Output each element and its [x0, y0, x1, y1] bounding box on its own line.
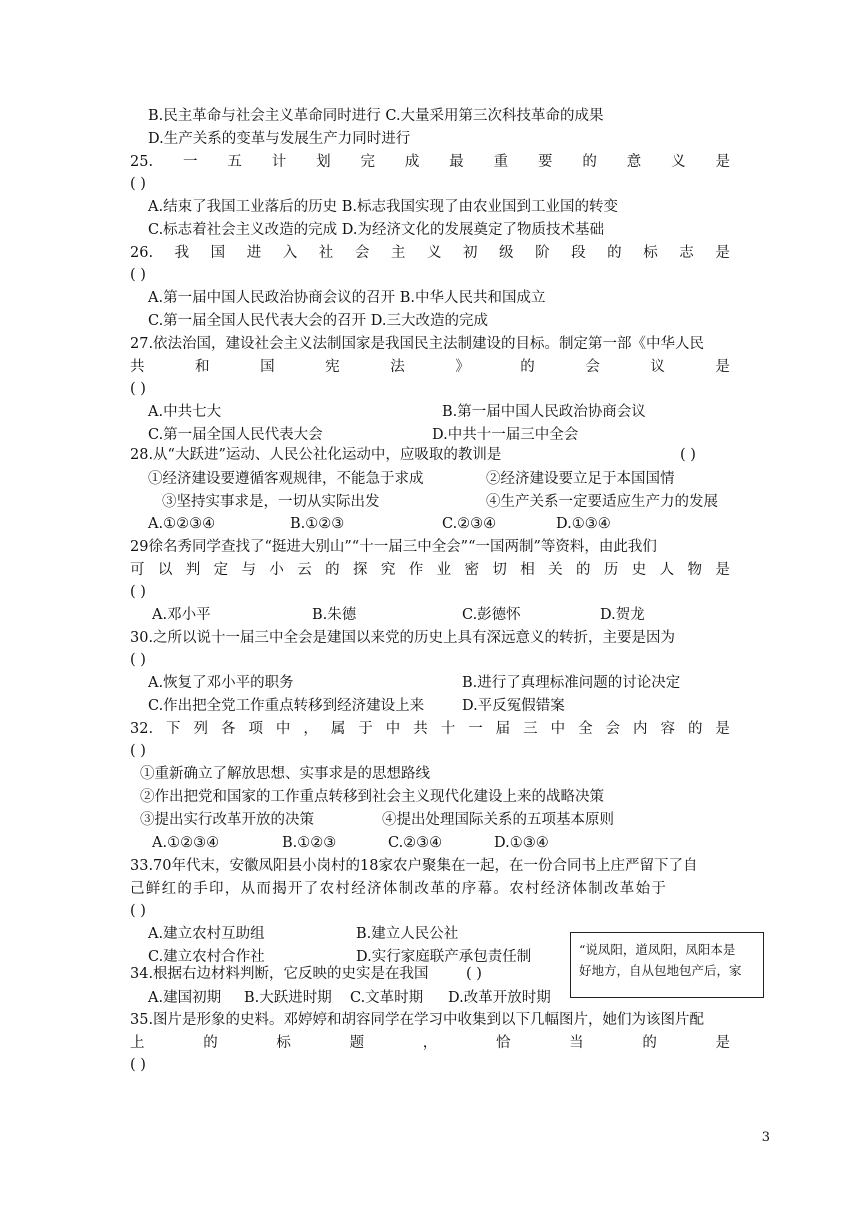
q25-char: 划: [316, 154, 331, 170]
q32-char: 共: [413, 721, 428, 737]
q24-option-d: D.生产关系的变革与发展生产力同时进行: [148, 131, 411, 147]
q32-char: 下: [166, 721, 181, 737]
q32-stem: [130, 719, 730, 739]
q35-char: 的: [642, 1035, 657, 1051]
q29-char: 作: [408, 562, 424, 578]
q32-char: 十: [440, 721, 456, 737]
q28-option-b: B.①②③: [290, 516, 345, 532]
q25-stem: [130, 152, 730, 172]
q35-char: 题: [349, 1035, 365, 1051]
q29-char: 密: [464, 562, 479, 578]
q32-option-c: C.②③④: [388, 835, 443, 851]
q25-char: 的: [582, 154, 597, 170]
q26-char: 初: [462, 245, 478, 261]
q33-option-a: A.建立农村互助组: [148, 926, 265, 942]
q35-stem: 35.图片是形象的史料。邓婷婷和胡容同学在学习中收集到以下几幅图片，她们为该图片配: [130, 1012, 705, 1028]
q32-char: 各: [220, 721, 236, 737]
q25-blank: ( ): [130, 176, 146, 192]
q27-char: 的: [520, 359, 535, 375]
q25-char: 成: [404, 154, 420, 170]
q33-option-d: D.实行家庭联产承包责任制: [356, 949, 532, 965]
q32-char: 中: [385, 721, 401, 737]
q30-stem: 30.之所以说十一届三中全会是建国以来党的历史上具有深远意义的转折，主要是因为: [130, 630, 676, 646]
q32-option-d: D.①③④: [494, 835, 549, 851]
q29-char: 切: [492, 562, 507, 578]
q26-char: 进: [246, 245, 262, 261]
q26-char: 的: [607, 245, 622, 261]
q26-options-cd: C.第一届全国人民代表大会的召开 D.三大改造的完成: [148, 313, 489, 329]
q29-char: 的: [325, 562, 340, 578]
q29-char: 小: [269, 562, 284, 578]
q27-option-d: D.中共十一届三中全会: [432, 427, 579, 443]
q25-char: 最: [449, 154, 464, 170]
q29-char: 相: [520, 562, 535, 578]
q25-char: 要: [537, 154, 553, 170]
q26-blank: ( ): [130, 267, 146, 283]
q32-char: 容: [660, 721, 675, 737]
q25-char: 意: [626, 154, 642, 170]
q32-item-3: ③提出实行改革开放的决策: [140, 812, 314, 828]
q24-option-bc: B.民主革命与社会主义革命同时进行 C.大量采用第三次科技革命的成果: [148, 108, 604, 124]
q26-char: 阶: [535, 245, 550, 261]
q29-stem-cont: [130, 560, 730, 580]
q26-stem: [130, 243, 730, 263]
q35-char: 标: [276, 1035, 291, 1051]
q34-blank: ( ): [466, 966, 482, 982]
q28-blank: ( ): [680, 447, 696, 463]
q29-char: 的: [576, 562, 591, 578]
q32-char: 届: [495, 721, 511, 737]
q32-char: 一: [468, 721, 483, 737]
q27-char: 会: [585, 359, 600, 375]
q28-item-1: ①经济建设要遵循客观规律，不能急于求成: [148, 471, 424, 487]
q35-char: 恰: [495, 1035, 511, 1051]
q27-option-b: B.第一届中国人民政治协商会议: [442, 404, 646, 420]
q33-blank: ( ): [130, 903, 146, 919]
q32-char: 列: [193, 721, 208, 737]
q33-option-c: C.建立农村合作社: [148, 949, 265, 965]
q29-option-d: D.贺龙: [600, 607, 645, 623]
q29-option-c: C.彭德怀: [462, 607, 521, 623]
q25-char: 计: [271, 154, 287, 170]
q26-char: 义: [426, 245, 442, 261]
q26-char: 级: [499, 245, 514, 261]
q27-char: 共: [130, 359, 145, 375]
q35-char: 上: [130, 1035, 145, 1051]
q32-item-4: ④提出处理国际关系的五项基本原则: [382, 812, 614, 828]
q28-option-d: D.①③④: [556, 516, 611, 532]
q29-blank: ( ): [130, 584, 146, 600]
q27-char: 是: [715, 359, 730, 375]
material-quote-line-1: “说凤阳，道凤阳，凤阳本是: [579, 942, 736, 957]
q35-stem-cont: [130, 1033, 730, 1053]
q28-option-a: A.①②③④: [148, 516, 216, 532]
q26-char: 标: [643, 245, 658, 261]
q32-char: 32.: [130, 721, 154, 737]
q32-char: 是: [715, 721, 730, 737]
q26-char: 志: [679, 245, 694, 261]
q32-char: 中: [275, 721, 291, 737]
q35-char: 是: [715, 1035, 730, 1051]
q30-option-d: D.平反冤假错案: [462, 698, 565, 714]
q26-char: 26.: [130, 245, 154, 261]
q26-char: 我: [174, 245, 190, 261]
q30-option-a: A.恢复了邓小平的职务: [148, 675, 294, 691]
q34-option-a: A.建国初期: [148, 990, 222, 1006]
q32-blank: ( ): [130, 743, 146, 759]
q25-char: 是: [715, 154, 730, 170]
q29-stem: 29徐名秀同学查找了“挺进大别山”“十一届三中全会”“一国两制”等资料，由此我们: [130, 539, 657, 555]
q29-char: 判: [185, 562, 201, 578]
q29-char: 以: [157, 562, 173, 578]
q32-char: ，: [303, 721, 318, 737]
q28-item-4: ④生产关系一定要适应生产力的发展: [486, 494, 718, 510]
q27-char: 法: [390, 359, 405, 375]
q25-char: 义: [671, 154, 686, 170]
q32-item-1: ①重新确立了解放思想、实事求是的思想路线: [140, 766, 430, 782]
q35-char: 的: [203, 1035, 218, 1051]
q33-option-b: B.建立人民公社: [356, 926, 459, 942]
q25-char: 25.: [130, 154, 154, 170]
q26-options-ab: A.第一届中国人民政治协商会议的召开 B.中华人民共和国成立: [148, 290, 546, 306]
material-quote-line-2: 好地方，自从包地包产后，家: [579, 963, 742, 978]
q29-char: 可: [130, 562, 145, 578]
q34-option-c: C.文革时期: [350, 990, 424, 1006]
q33-stem: 33.70年代末，安徽凤阳县小岗村的18家农户聚集在一起，在一份合同书上庄严留下了自: [130, 858, 698, 874]
q34-option-b: B.大跃进时期: [244, 990, 332, 1006]
q25-char: 重: [493, 154, 509, 170]
q32-char: 于: [358, 721, 373, 737]
q28-item-2: ②经济建设要立足于本国国情: [486, 471, 675, 487]
page-number: 3: [761, 1130, 770, 1145]
q29-char: 关: [548, 562, 563, 578]
q26-char: 是: [715, 245, 730, 261]
q28-item-3: ③坚持实事求是，一切从实际出发: [162, 494, 380, 510]
q32-char: 内: [633, 721, 648, 737]
q27-option-a: A.中共七大: [148, 404, 222, 420]
q32-option-a: A.①②③④: [152, 835, 220, 851]
q26-char: 社: [318, 245, 334, 261]
q26-char: 主: [390, 245, 406, 261]
q32-item-2: ②作出把党和国家的工作重点转移到社会主义现代化建设上来的战略决策: [140, 789, 604, 805]
q34-option-d: D.改革开放时期: [448, 990, 551, 1006]
q25-char: 五: [227, 154, 242, 170]
q34-stem: 34.根据右边材料判断，它反映的史实是在我国: [130, 966, 429, 982]
q29-char: 是: [715, 562, 730, 578]
q26-char: 入: [282, 245, 298, 261]
q25-char: 一: [182, 154, 198, 170]
q27-char: 宪: [325, 359, 340, 375]
q29-char: 云: [297, 562, 312, 578]
q35-char: ，: [422, 1035, 438, 1051]
q29-char: 历: [603, 562, 619, 578]
q26-char: 会: [354, 245, 370, 261]
q32-char: 三: [523, 721, 538, 737]
q29-char: 探: [353, 562, 368, 578]
q29-char: 究: [380, 562, 396, 578]
q27-stem: 27.依法治国，建设社会主义法制国家是我国民主法制建设的目标。制定第一部《中华人民: [130, 336, 705, 352]
q29-char: 定: [213, 562, 229, 578]
q30-option-c: C.作出把全党工作重点转移到经济建设上来: [148, 698, 425, 714]
q27-char: 国: [260, 359, 275, 375]
q26-char: 国: [210, 245, 226, 261]
q29-option-b: B.朱德: [312, 607, 357, 623]
q32-char: 的: [687, 721, 703, 737]
q27-stem-cont: [130, 357, 730, 377]
q32-char: 全: [578, 721, 593, 737]
q29-char: 物: [687, 562, 702, 578]
q35-char: 当: [569, 1035, 584, 1051]
q32-char: 中: [550, 721, 566, 737]
q32-char: 会: [605, 721, 621, 737]
q29-char: 与: [241, 562, 256, 578]
q30-option-b: B.进行了真理标准问题的讨论决定: [462, 675, 681, 691]
q30-blank: ( ): [130, 652, 146, 668]
q29-option-a: A.邓小平: [152, 607, 211, 623]
q32-option-b: B.①②③: [282, 835, 337, 851]
q29-char: 史: [631, 562, 647, 578]
q27-blank: ( ): [130, 381, 146, 397]
q27-char: 》: [455, 359, 470, 375]
q26-char: 段: [571, 245, 586, 261]
q25-options-ab: A.结束了我国工业落后的历史 B.标志我国实现了由农业国到工业国的转变: [148, 199, 618, 215]
q29-char: 业: [436, 562, 452, 578]
q33-stem-cont: 己鲜红的手印，从而揭开了农村经济体制改革的序幕。农村经济体制改革始于: [130, 881, 668, 897]
q29-char: 人: [659, 562, 675, 578]
material-quote-box: [570, 932, 764, 998]
q32-char: 属: [330, 721, 346, 737]
q32-char: 项: [248, 721, 263, 737]
q25-char: 完: [360, 154, 375, 170]
q27-char: 和: [195, 359, 210, 375]
q25-options-cd: C.标志着社会主义改造的完成 D.为经济文化的发展奠定了物质技术基础: [148, 222, 605, 238]
q27-option-c: C.第一届全国人民代表大会: [148, 427, 323, 443]
q35-blank: ( ): [130, 1057, 146, 1073]
q28-stem: 28.从“大跃进”运动、人民公社化运动中，应吸取的教训是: [130, 447, 502, 463]
q27-char: 议: [650, 359, 665, 375]
q28-option-c: C.②③④: [442, 516, 497, 532]
